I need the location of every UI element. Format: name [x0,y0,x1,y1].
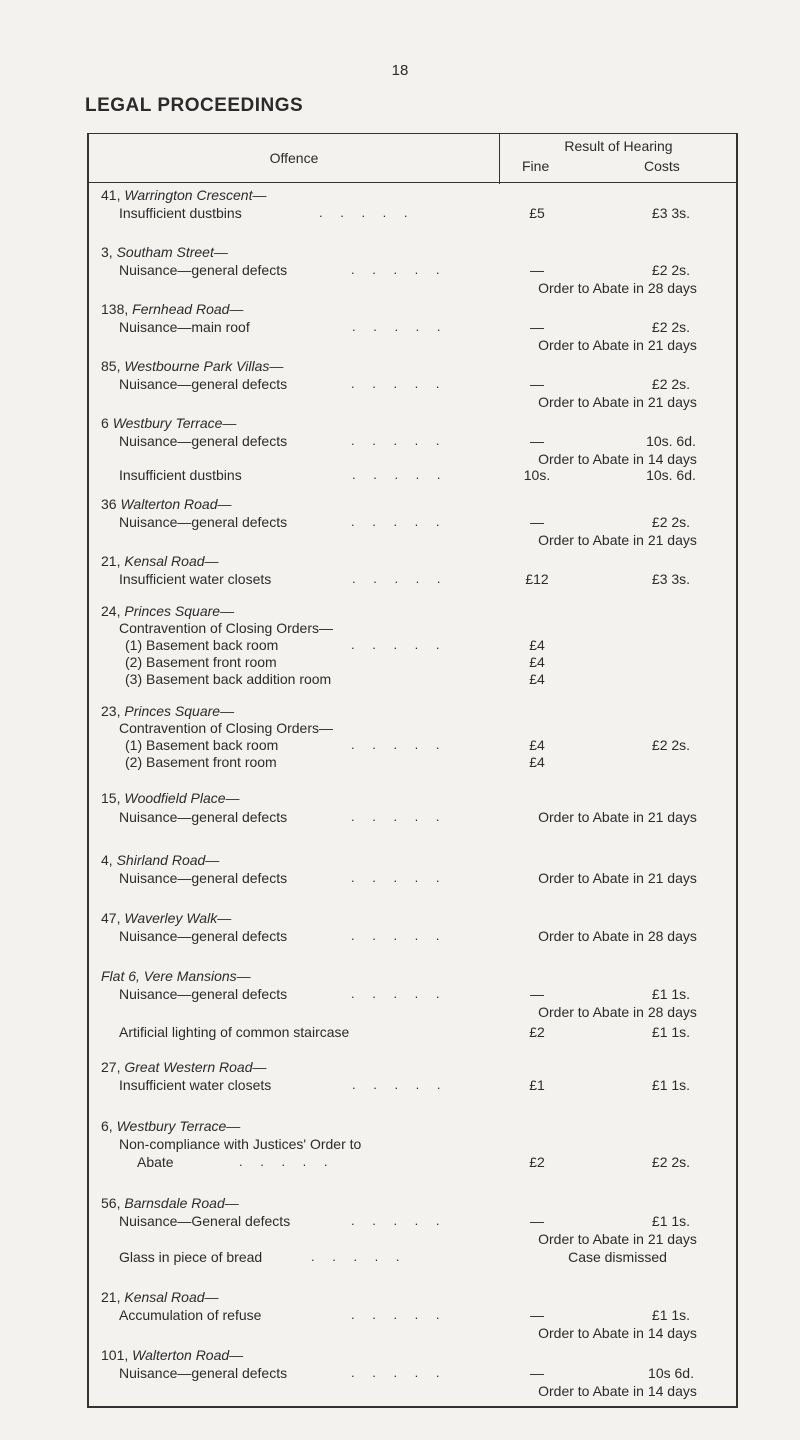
offence-row: Nuisance—general defects . . . . . Order to Abate in 28 days [119,928,697,944]
page-number: 18 [391,62,409,79]
result-note: Order to Abate in 28 days [538,1004,697,1020]
case-address: 21, Kensal Road— [101,553,219,569]
offence-row: Nuisance—General defects . . . . . — £1 1s. [119,1213,691,1229]
case-address: 41, Warrington Crescent— [101,187,267,203]
case-address: Flat 6, Vere Mansions— [101,968,251,984]
header-fine: Fine [522,158,550,174]
result-note: Order to Abate in 21 days [538,532,697,548]
result-note: Order to Abate in 21 days [538,1231,697,1247]
case-address: 138, Fernhead Road— [101,301,244,317]
result-note: Order to Abate in 21 days [538,337,697,353]
case-address: 21, Kensal Road— [101,1289,219,1305]
legal-proceedings-table [87,133,738,1408]
case-address: 101, Walterton Road— [101,1347,244,1363]
offence-row: Glass in piece of bread . . . . . Case dismissed [119,1249,667,1265]
offence-row: Contravention of Closing Orders— [119,620,333,636]
result-note: Order to Abate in 14 days [538,451,697,467]
offence-row: Nuisance—general defects . . . . . — £1 1s. [119,986,691,1002]
offence-row: Insufficient dustbins . . . . . 10s. 10s. 6d. [119,467,696,483]
page-title: LEGAL PROCEEDINGS [85,95,304,116]
offence-row: Nuisance—general defects . . . . . — £2 2s. [119,514,691,530]
header-costs: Costs [644,158,680,174]
offence-row: Nuisance—general defects . . . . . — £2 2s. [119,262,691,278]
offence-row: Non-compliance with Justices' Order to [119,1136,362,1152]
case-address: 27, Great Western Road— [101,1059,267,1075]
header-result: Result of Hearing [564,138,673,154]
offence-row: Nuisance—general defects . . . . . — 10s. 6d. [119,433,696,449]
result-note: Order to Abate in 14 days [538,1325,697,1341]
offence-row: Nuisance—general defects . . . . . Order to Abate in 21 days [119,870,697,886]
offence-row: (2) Basement front room £4 [125,654,545,670]
offence-row: Insufficient water closets . . . . . £1 £1 1s. [119,1077,691,1093]
offence-row: Artificial lighting of common staircase £2 £1 1s. [119,1024,691,1040]
offence-row: (2) Basement front room £4 [125,754,545,770]
offence-row: Nuisance—main roof . . . . . — £2 2s. [119,319,691,335]
column-divider [499,134,500,184]
offence-row: Nuisance—general defects . . . . . Order to Abate in 21 days [119,809,697,825]
case-address: 3, Southam Street— [101,244,228,260]
case-address: 36 Walterton Road— [101,496,232,512]
result-note: Order to Abate in 28 days [538,280,697,296]
offence-row: Abate . . . . . £2 £2 2s. [137,1154,691,1170]
case-address: 85, Westbourne Park Villas— [101,358,284,374]
offence-row: Contravention of Closing Orders— [119,720,333,736]
case-address: 47, Waverley Walk— [101,910,232,926]
case-address: 56, Barnsdale Road— [101,1195,239,1211]
result-note: Order to Abate in 14 days [538,1383,697,1399]
case-address: 4, Shirland Road— [101,852,220,868]
offence-row: (3) Basement back addition room £4 [125,671,545,687]
case-address: 15, Woodfield Place— [101,790,240,806]
result-note: Order to Abate in 21 days [538,394,697,410]
offence-row: Insufficient water closets . . . . . £12 £3 3s. [119,571,691,587]
offence-row: (1) Basement back room . . . . . £4 £2 2s. [125,737,691,753]
header-rule [89,182,736,183]
case-address: 23, Princes Square— [101,703,235,719]
case-address: 6, Westbury Terrace— [101,1118,241,1134]
offence-row: Accumulation of refuse . . . . . — £1 1s. [119,1307,691,1323]
case-address: 6 Westbury Terrace— [101,415,237,431]
case-address: 24, Princes Square— [101,603,235,619]
offence-row: Insufficient dustbins . . . . . £5 £3 3s. [119,205,691,221]
offence-row: Nuisance—general defects . . . . . — £2 2s. [119,376,691,392]
offence-row: (1) Basement back room . . . . . £4 [125,637,545,653]
offence-row: Nuisance—general defects . . . . . — 10s 6d. [119,1365,694,1381]
header-offence: Offence [269,150,319,166]
